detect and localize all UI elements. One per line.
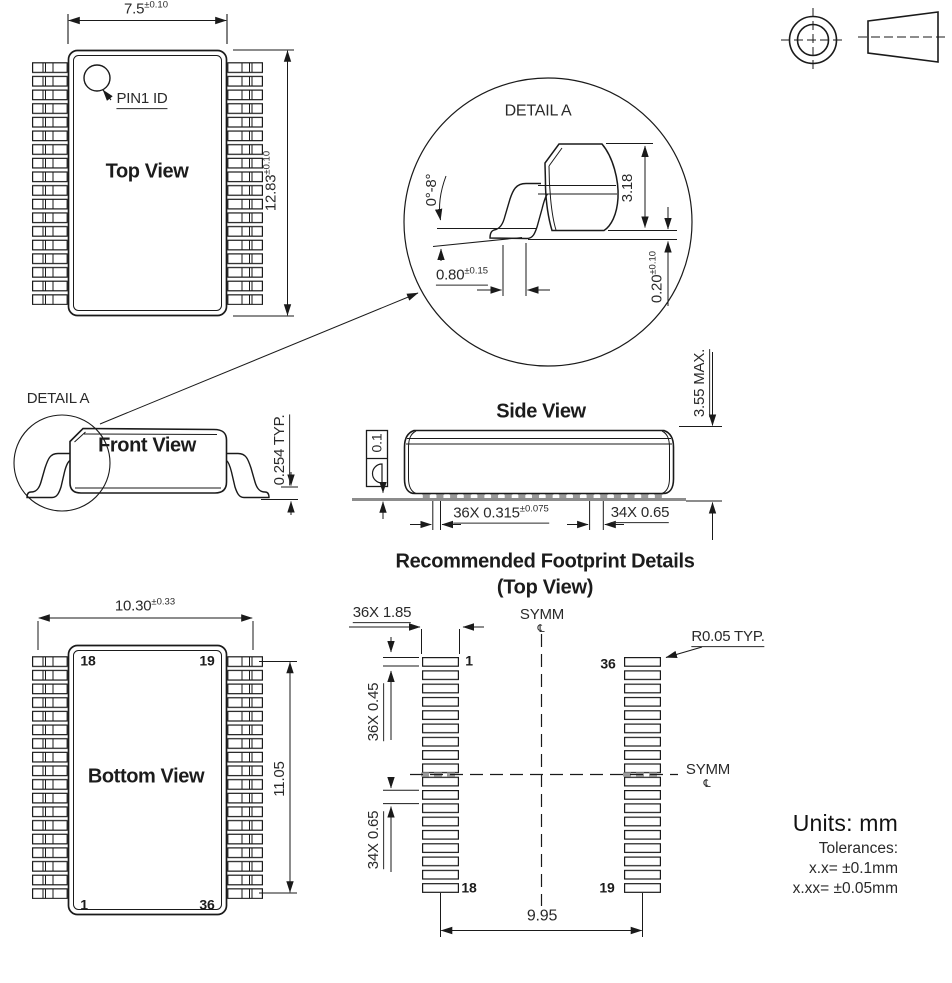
side-view-body — [405, 431, 674, 494]
top-height-dim-label: $12.83^{\pm 0.10}$ — [261, 150, 280, 212]
detail-a-circle — [404, 78, 692, 366]
bottom-pin36-number: 36 — [199, 896, 215, 913]
body-height-dim-label: 3.18 — [619, 173, 637, 203]
front-view-title: Front View — [98, 434, 196, 457]
side-view-title: Side View — [496, 400, 586, 423]
bottom-view-title: Bottom View — [87, 765, 205, 788]
bottom-pin18-number: 18 — [80, 652, 96, 669]
front-detail-a-label: DETAIL A — [26, 390, 90, 408]
footprint-title-line1: Recommended Footprint Details — [395, 550, 695, 573]
side-pitch-dim-label: 34X 0.65 — [610, 504, 670, 522]
units-note — [758, 810, 898, 898]
pad-height-dim-label: 36X 0.45 — [365, 682, 383, 742]
projection-symbol-icon — [781, 8, 948, 72]
footprint-pad19-number: 19 — [599, 879, 615, 896]
symm-top-label: SYMM — [519, 606, 565, 624]
lead-width-dim-label: 36X $0.315^{\pm 0.075}$ — [453, 503, 549, 522]
corner-radius-label: R0.05 TYP. — [691, 628, 765, 646]
footprint-drawing — [349, 627, 702, 937]
standoff-dim-label: $0.20^{\pm 0.10}$ — [647, 250, 666, 304]
pin1-id-label: PIN1 ID — [116, 90, 168, 108]
footprint-pad1-number: 1 — [465, 652, 473, 669]
pad-span-dim-label: 9.95 — [526, 907, 558, 925]
top-view-title: Top View — [105, 160, 189, 183]
bottom-pin19-number: 19 — [199, 652, 215, 669]
symm-right-label: SYMM — [685, 761, 731, 779]
pad-width-dim-label: 36X 1.85 — [352, 604, 412, 622]
bottom-pin1-number: 1 — [80, 896, 88, 913]
front-view-drawing — [14, 415, 298, 515]
pin-span-dim-label: 11.05 — [271, 761, 289, 797]
seating-plane-icon — [373, 464, 383, 483]
pad-pitch-dim-label: 34X 0.65 — [365, 810, 383, 870]
detail-a-title: DETAIL A — [504, 102, 572, 120]
top-width-dim-label: $7.5^{\pm 0.10}$ — [124, 0, 168, 18]
tolerances-heading: Tolerances: — [818, 840, 898, 857]
max-height-dim-label: 3.55 MAX. — [691, 348, 709, 418]
bottom-width-dim-label: $10.30^{\pm 0.33}$ — [114, 596, 176, 615]
foot-length-dim-label: $0.80^{\pm 0.15}$ — [435, 265, 489, 284]
lead-angle-label: 0°-8° — [423, 173, 441, 207]
flatness-value-label: 0.1 — [368, 433, 385, 453]
symm-top-centerline-icon: ℄ — [537, 623, 545, 636]
footprint-pad18-number: 18 — [461, 879, 477, 896]
tolerance-line-1: x.x= ±0.1mm — [808, 860, 898, 877]
lead-thickness-dim-label: 0.254 TYP. — [271, 414, 289, 486]
footprint-pad36-number: 36 — [600, 655, 616, 672]
symm-right-centerline-icon: ℄ — [703, 778, 711, 791]
tolerance-line-2: x.xx= ±0.05mm — [792, 880, 898, 897]
units-title: Units: mm — [792, 810, 898, 836]
footprint-title-line2: (Top View) — [496, 576, 594, 599]
